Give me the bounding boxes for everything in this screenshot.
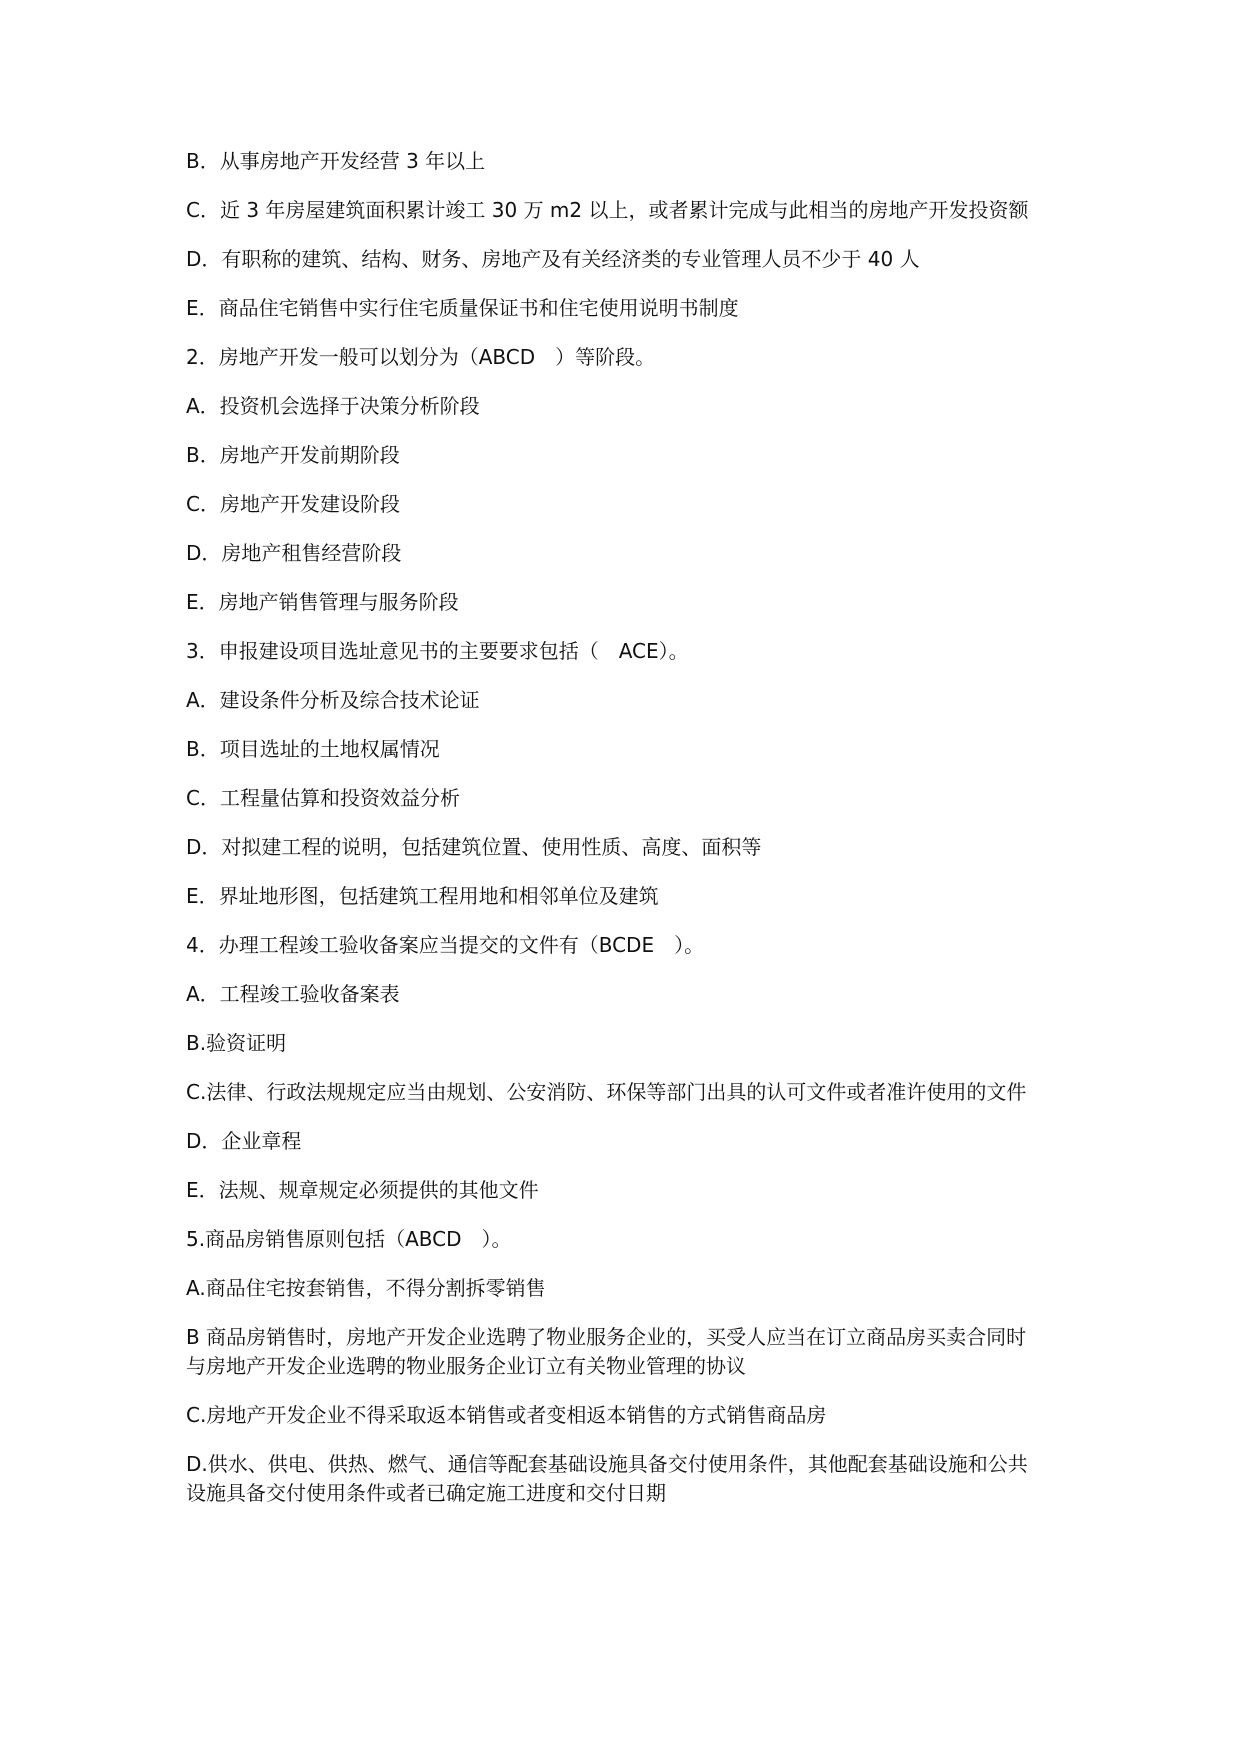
option-line: B．房地产开发前期阶段 (186, 443, 400, 467)
text-line: D．有职称的建筑、结构、财务、房地产及有关经济类的专业管理人员不少于 40 人 (186, 247, 920, 271)
text-line: E．商品住宅销售中实行住宅质量保证书和住宅使用说明书制度 (186, 296, 739, 320)
question-line: 5.商品房销售原则包括（ABCD ）。 (186, 1227, 512, 1251)
document-page (186, 147, 1046, 1528)
option-line: A.商品住宅按套销售，不得分割拆零销售 (186, 1276, 546, 1300)
option-line: C.房地产开发企业不得采取返本销售或者变相返本销售的方式销售商品房 (186, 1403, 827, 1427)
option-line: D．企业章程 (186, 1129, 302, 1153)
option-line: E．房地产销售管理与服务阶段 (186, 590, 459, 614)
question-line: 3．申报建设项目选址意见书的主要要求包括（ ACE）。 (186, 639, 689, 663)
text-line: B．从事房地产开发经营 3 年以上 (186, 149, 486, 173)
question-line: 4．办理工程竣工验收备案应当提交的文件有（BCDE ）。 (186, 933, 705, 957)
option-line: D．对拟建工程的说明，包括建筑位置、使用性质、高度、面积等 (186, 835, 762, 859)
option-line: B.验资证明 (186, 1031, 287, 1055)
option-line: E．法规、规章规定必须提供的其他文件 (186, 1178, 539, 1202)
option-line: D.供水、供电、供热、燃气、通信等配套基础设施具备交付使用条件，其他配套基础设施和公共设施具备交付使用条件或者已确定施工进度和交付日期 (186, 1452, 1028, 1505)
option-line: A．工程竣工验收备案表 (186, 982, 400, 1006)
option-line: C．房地产开发建设阶段 (186, 492, 400, 516)
option-line: A．建设条件分析及综合技术论证 (186, 688, 480, 712)
option-line: A．投资机会选择于决策分析阶段 (186, 394, 480, 418)
question-line: 2．房地产开发一般可以划分为（ABCD ）等阶段。 (186, 345, 656, 369)
option-line: B 商品房销售时，房地产开发企业选聘了物业服务企业的，买受人应当在订立商品房买卖合同时与房地产开发企业选聘的物业服务企业订立有关物业管理的协议 (186, 1325, 1027, 1378)
option-line: C.法律、行政法规规定应当由规划、公安消防、环保等部门出具的认可文件或者准许使用的文件 (186, 1080, 1027, 1104)
option-line: C．工程量估算和投资效益分析 (186, 786, 460, 810)
text-line: C．近 3 年房屋建筑面积累计竣工 30 万 m2 以上，或者累计完成与此相当的房地产开发投资额 (186, 198, 1029, 222)
option-line: D．房地产租售经营阶段 (186, 541, 402, 565)
option-line: E．界址地形图，包括建筑工程用地和相邻单位及建筑 (186, 884, 659, 908)
option-line: B．项目选址的土地权属情况 (186, 737, 440, 761)
